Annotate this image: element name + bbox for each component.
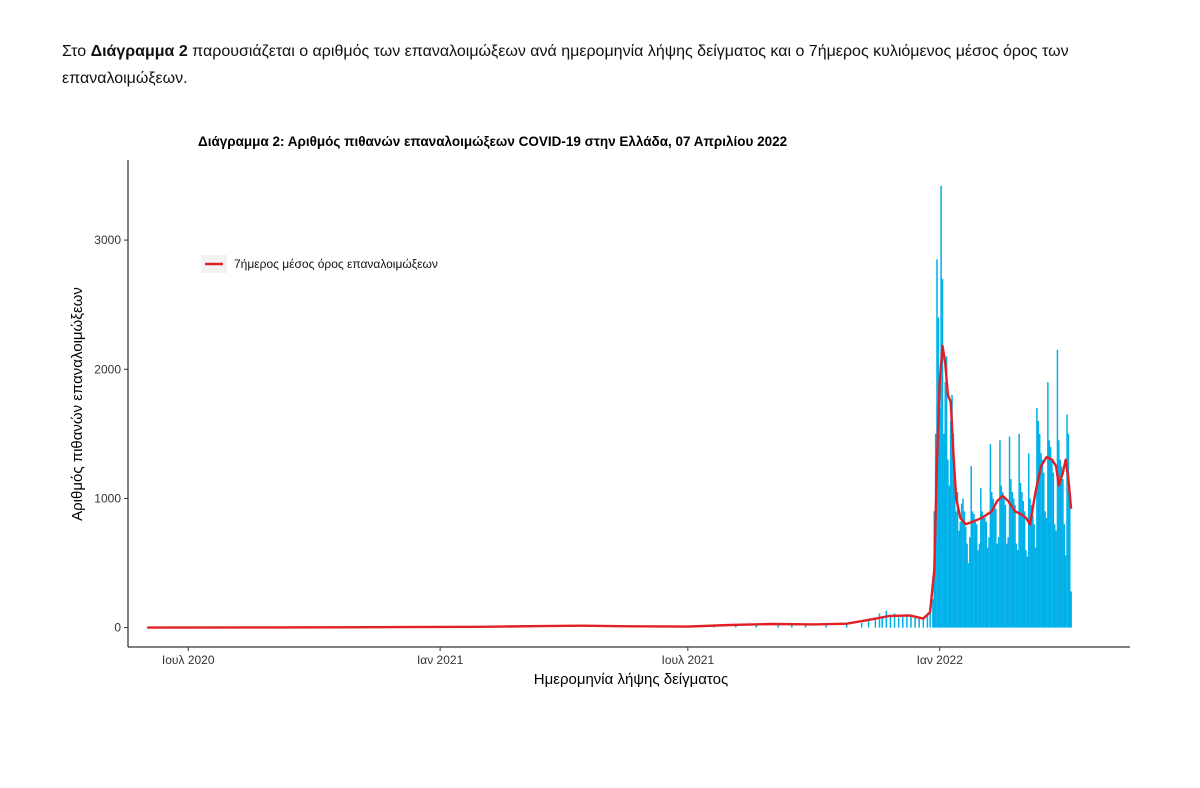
bar [990, 444, 992, 627]
bar [1032, 515, 1034, 627]
y-tick-label: 1000 [94, 491, 121, 506]
bar [958, 531, 960, 628]
bar [932, 599, 934, 627]
bar-series [693, 186, 1072, 628]
x-tick-label: Ιουλ 2021 [661, 653, 715, 667]
bar [914, 618, 916, 628]
bar [969, 537, 971, 627]
bar [879, 613, 881, 627]
bar [1016, 544, 1018, 628]
bar [1064, 524, 1066, 627]
bar [1040, 453, 1042, 627]
bar [979, 544, 981, 628]
bar [1039, 434, 1041, 628]
bar [998, 537, 1000, 627]
bar [1028, 453, 1030, 627]
bar [910, 615, 912, 627]
x-axis-ticks [162, 647, 963, 667]
bar [975, 519, 977, 628]
bar [1044, 511, 1046, 627]
bar [1003, 498, 1005, 627]
bar [1014, 505, 1016, 628]
bar [961, 504, 963, 628]
bar [944, 382, 946, 627]
bar [988, 537, 990, 627]
bar [995, 509, 997, 628]
bar [955, 511, 957, 627]
bar [927, 616, 929, 628]
bar [1020, 483, 1022, 628]
bar [1047, 382, 1049, 627]
bar [1022, 501, 1024, 628]
bar [939, 408, 941, 628]
bar [1005, 505, 1007, 628]
bar [950, 421, 952, 628]
x-tick-label: Ιαν 2022 [916, 653, 963, 667]
bar [1057, 350, 1059, 628]
bar [886, 611, 888, 628]
bar [949, 486, 951, 628]
bar [984, 518, 986, 628]
bar [977, 550, 979, 628]
bar [940, 186, 942, 628]
bar [1010, 479, 1012, 628]
bar [973, 514, 975, 628]
bar [943, 434, 945, 628]
bar [1033, 524, 1035, 627]
intro-bold: Διάγραμμα 2 [90, 43, 188, 60]
y-tick-label: 2000 [94, 362, 121, 377]
bar [947, 460, 949, 628]
bar [965, 527, 967, 628]
bar [970, 466, 972, 627]
bar [1070, 591, 1072, 627]
bar [1058, 440, 1060, 627]
bar [1002, 492, 1004, 628]
bar [1035, 548, 1037, 628]
bar [1055, 531, 1057, 628]
bar [890, 616, 892, 628]
x-axis-label: Ημερομηνία λήψης δείγματος [533, 671, 729, 688]
bar [868, 621, 870, 627]
bar [1017, 550, 1019, 628]
bar [881, 617, 883, 627]
bar [1025, 550, 1027, 628]
bar [964, 511, 966, 627]
bar [898, 617, 900, 627]
bar [825, 625, 827, 627]
bar [1068, 434, 1070, 628]
x-tick-label: Ιαν 2021 [416, 653, 464, 667]
y-axis-label: Αριθμός πιθανών επαναλοιμώξεων [69, 287, 86, 521]
bar [906, 617, 908, 628]
bar [1053, 473, 1055, 628]
bar [1018, 434, 1020, 628]
bar [1054, 524, 1056, 627]
bar [1062, 479, 1064, 628]
bar [1013, 498, 1015, 627]
bar [1048, 440, 1050, 627]
bar [1066, 414, 1068, 627]
y-axis-ticks [94, 233, 128, 635]
bar [1042, 460, 1044, 628]
bar [946, 356, 948, 627]
bar [983, 515, 985, 627]
bar [966, 544, 968, 628]
bar [923, 619, 925, 628]
bar [994, 504, 996, 628]
bar [861, 623, 863, 628]
bar [1065, 555, 1067, 627]
bar [999, 440, 1001, 627]
bar [980, 488, 982, 628]
chart-title: Διάγραμμα 2: Αριθμός πιθανών επαναλοιμώξεων COVID-19 στην Ελλάδα, 07 Απριλίου 2022 [198, 134, 788, 149]
bar [986, 522, 988, 628]
bar [1050, 447, 1052, 628]
bar [1038, 421, 1040, 628]
bar [960, 522, 962, 628]
bar [1069, 498, 1071, 627]
bar [1051, 460, 1053, 628]
bar [1007, 537, 1009, 627]
intro-suffix: παρουσιάζεται ο αριθμός των επαναλοιμώξεων ανά ημερομηνία λήψης δείγματος και ο 7ήμερος κυλιόμενος μέσος όρος των επαναλοιμώξεων. [62, 43, 1069, 87]
bar [987, 548, 989, 628]
moving-average-line [147, 346, 1071, 628]
bar [1021, 492, 1023, 628]
y-tick-label: 0 [114, 620, 121, 635]
y-tick-label: 3000 [94, 233, 121, 248]
bar [962, 498, 964, 627]
bar [1009, 436, 1011, 627]
bar [996, 544, 998, 628]
bar [954, 486, 956, 628]
bar [1043, 473, 1045, 628]
bar [942, 279, 944, 628]
bar [1061, 466, 1063, 627]
bar [875, 619, 877, 628]
bar [976, 524, 978, 627]
legend-label: 7ήμερος μέσος όρος επαναλοιμώξεων [234, 257, 438, 271]
bar [972, 511, 974, 627]
bar [992, 498, 994, 627]
bar [1027, 557, 1029, 628]
bar [1006, 544, 1008, 628]
legend [201, 255, 438, 273]
x-tick-label: Ιουλ 2020 [161, 653, 215, 667]
bar [968, 563, 970, 628]
bar [1024, 511, 1026, 627]
bar [1001, 486, 1003, 628]
intro-prefix: Στο [62, 43, 91, 60]
bar [1036, 408, 1038, 628]
bar [1046, 518, 1048, 628]
bar [981, 511, 983, 627]
bar [1012, 492, 1014, 628]
